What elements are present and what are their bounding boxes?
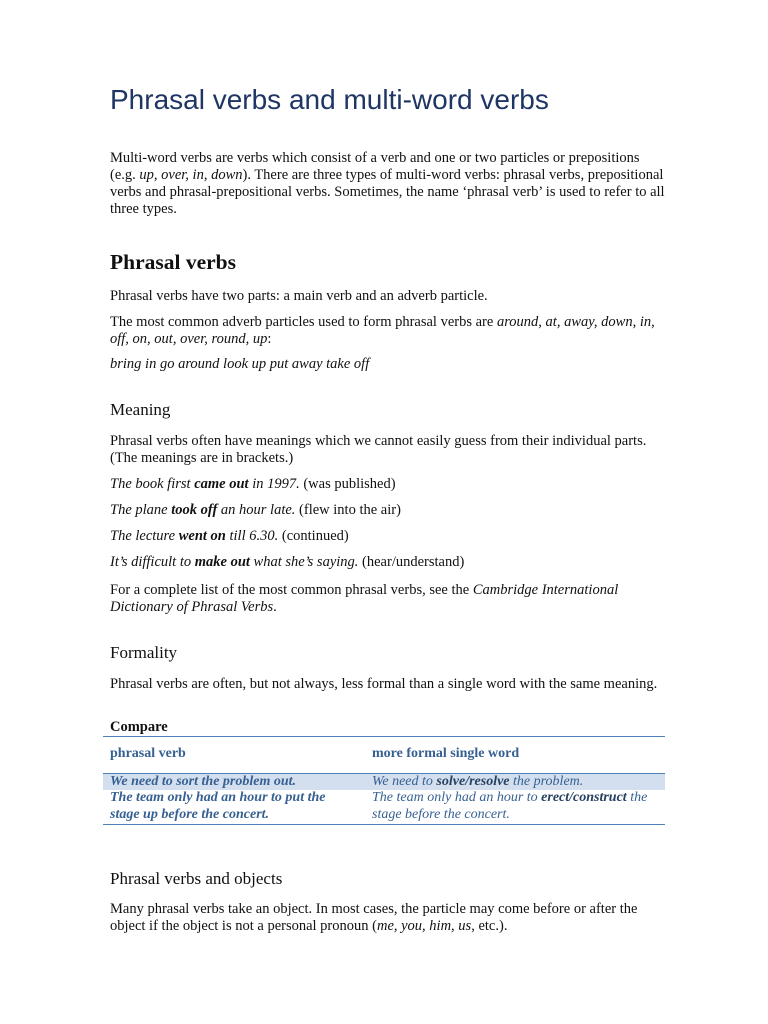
example-text: till 6.30. xyxy=(225,528,279,544)
cell-text: the stage before the concert. xyxy=(372,790,648,822)
phrasal-paragraph-2 xyxy=(110,314,665,348)
meaning-example-4 xyxy=(110,554,665,571)
column-header-phrasal-verb: phrasal verb xyxy=(103,737,365,774)
phrasal-verbs-heading: Phrasal verbs xyxy=(110,250,237,274)
table-cell-formal xyxy=(365,790,665,825)
example-text: It’s difficult to xyxy=(110,554,195,570)
example-verb: took off xyxy=(171,502,218,518)
pronoun-list: me, you, him, us xyxy=(376,918,472,934)
intro-examples: up, over, in, down xyxy=(139,167,243,183)
phrasal-p2-end: : xyxy=(267,331,272,347)
example-gloss: (continued) xyxy=(278,528,349,544)
phrasal-examples xyxy=(110,356,665,373)
meaning-example-1 xyxy=(110,476,665,493)
example-text: in 1997. xyxy=(248,476,300,492)
column-header-formal-word: more formal single word xyxy=(365,737,665,774)
example-text: what she’s saying. xyxy=(249,554,359,570)
phrasal-p2-text: The most common adverb particles used to form phrasal verbs are xyxy=(110,314,497,330)
meaning-heading: Meaning xyxy=(110,400,171,419)
particle-list: around, at, away, down, in, off, on, out, over, round, up xyxy=(110,314,655,347)
example-gloss: (flew into the air) xyxy=(295,502,401,518)
example-gloss: (hear/understand) xyxy=(358,554,465,570)
example-verb: went on xyxy=(178,528,226,544)
intro-paragraph xyxy=(110,150,665,218)
example-text: an hour late. xyxy=(217,502,296,518)
page-title: Phrasal verbs and multi-word verbs xyxy=(110,84,549,115)
meaning-paragraph: Phrasal verbs often have meanings which we cannot easily guess from their individual parts. (The meanings are in brackets.) xyxy=(110,433,647,466)
reference-end: . xyxy=(273,599,277,615)
objects-text: Many phrasal verbs take an object. In most cases, the particle may come before or after the object if the object is not a personal pronoun ( xyxy=(110,901,638,934)
example-verb: came out xyxy=(194,476,249,492)
objects-heading: Phrasal verbs and objects xyxy=(110,869,283,888)
cell-text: The team only had an hour to xyxy=(372,790,542,805)
table-cell-phrasal: The team only had an hour to put the stage up before the concert. xyxy=(110,790,326,822)
reference-text: For a complete list of the most common phrasal verbs, see the xyxy=(110,582,473,598)
compare-label: Compare xyxy=(110,719,168,735)
meaning-example-2 xyxy=(110,502,665,519)
objects-end: , etc.). xyxy=(471,918,508,934)
example-text: The book first xyxy=(110,476,195,492)
table-cell-formal xyxy=(365,773,665,790)
formality-heading: Formality xyxy=(110,643,178,662)
cell-text: the problem. xyxy=(509,773,584,789)
example-text: The plane xyxy=(110,502,172,518)
cell-verb: solve/resolve xyxy=(436,773,510,789)
table-row xyxy=(103,773,665,790)
example-verb: make out xyxy=(194,554,250,570)
table-cell-phrasal: We need to sort the problem out. xyxy=(103,773,365,790)
example-gloss: (was published) xyxy=(299,476,396,492)
intro-text-1: Multi-word verbs are verbs which consist of a verb and one or two particles or prepositions (e.g. xyxy=(110,150,640,183)
objects-paragraph xyxy=(110,901,665,935)
table-row xyxy=(103,790,665,825)
phrasal-paragraph-1: Phrasal verbs have two parts: a main verb and an adverb particle. xyxy=(110,288,488,304)
comparison-table xyxy=(103,736,665,825)
cell-text: We need to xyxy=(372,773,437,789)
intro-text-2: ). There are three types of multi-word verbs: phrasal verbs, prepositional verbs and phrasal-prepositional verbs. Sometimes, the name ‘phrasal verb’ is used to refer to all three types. xyxy=(110,167,665,217)
meaning-example-3 xyxy=(110,528,665,545)
example-text: The lecture xyxy=(110,528,179,544)
phrasal-example-list: bring in go around look up put away take off xyxy=(110,356,370,372)
dictionary-reference xyxy=(110,582,665,616)
cell-verb: erect/construct xyxy=(541,790,627,805)
reference-title: Cambridge International Dictionary of Phrasal Verbs xyxy=(110,582,619,615)
formality-paragraph: Phrasal verbs are often, but not always, less formal than a single word with the same meaning. xyxy=(110,676,658,692)
table-header-row xyxy=(103,737,665,774)
